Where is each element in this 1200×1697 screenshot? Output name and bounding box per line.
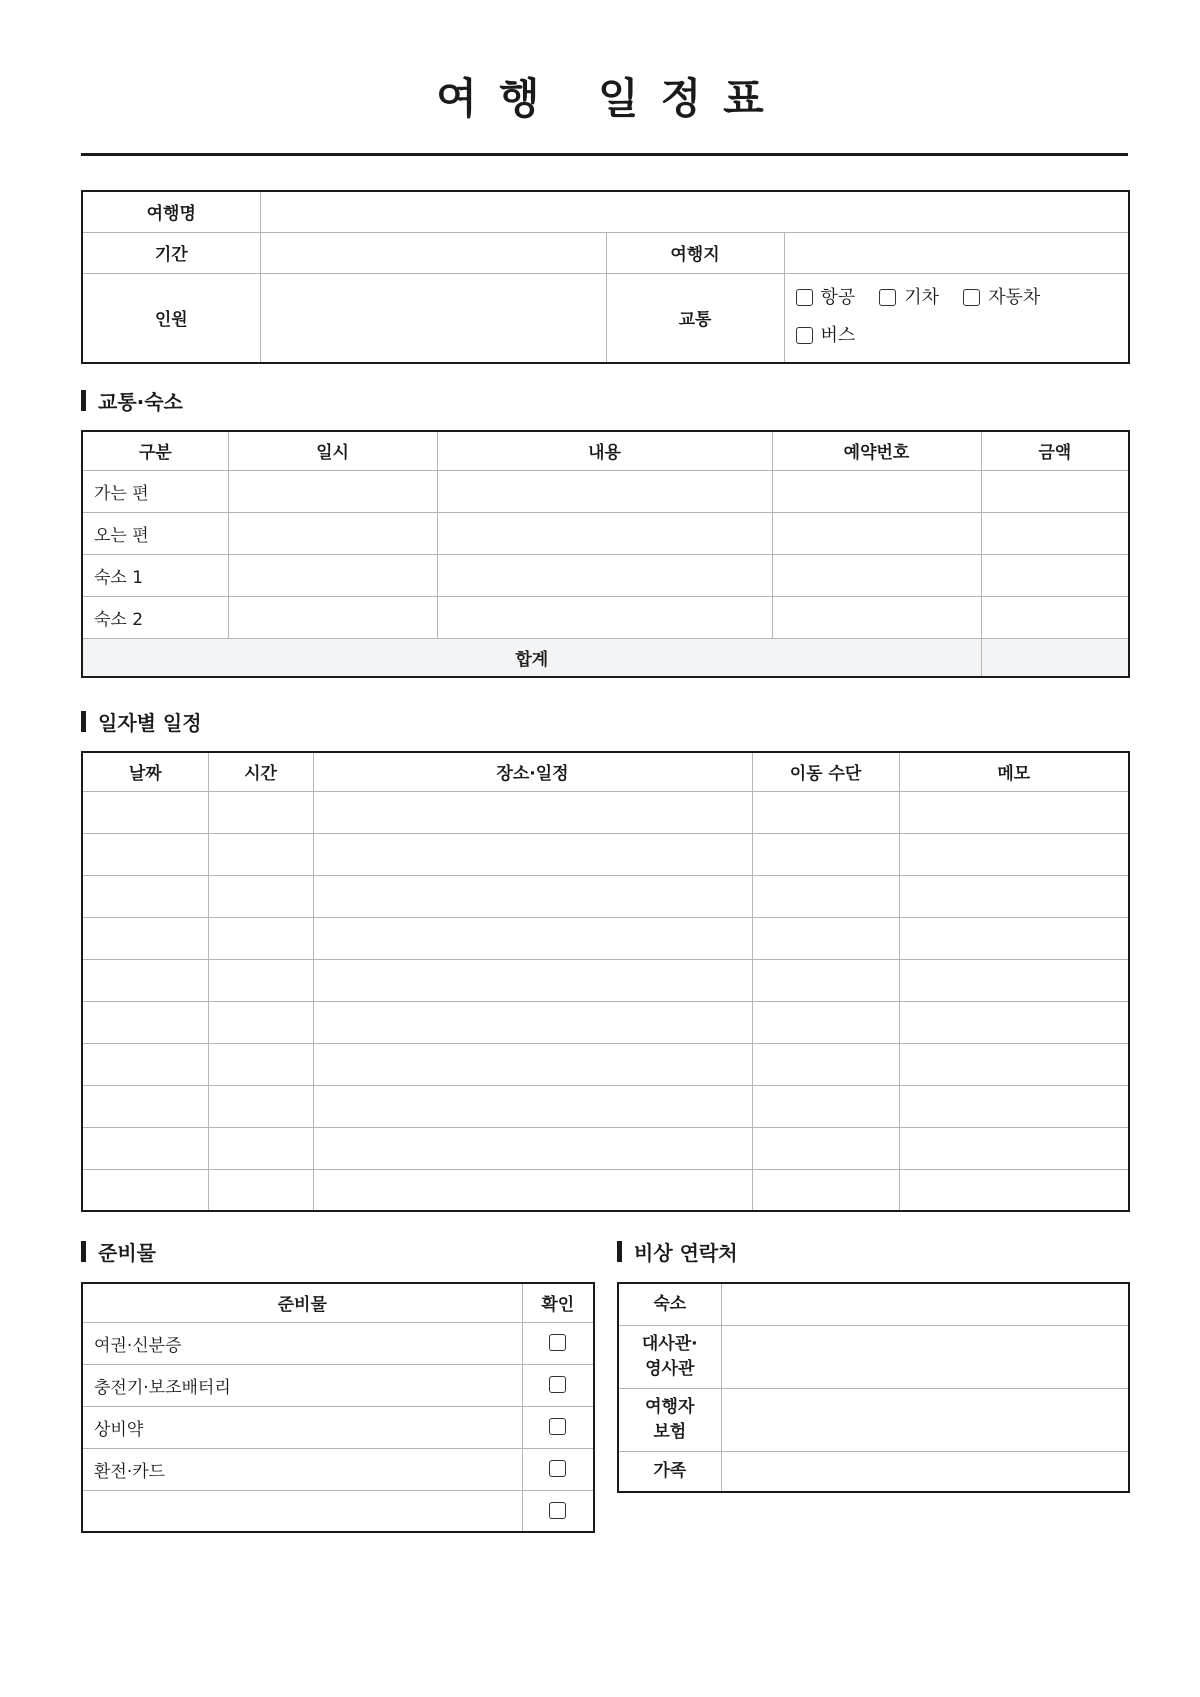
column-header: 구분 xyxy=(82,431,228,470)
row-label: 숙소 1 xyxy=(82,554,228,596)
checkbox-icon[interactable] xyxy=(879,289,896,306)
table-row xyxy=(82,512,1129,554)
table-cell[interactable] xyxy=(437,596,772,638)
total-amount-field[interactable] xyxy=(981,638,1129,677)
supply-item-label: 여권·신분증 xyxy=(82,1322,522,1364)
emergency-contacts-table xyxy=(617,1282,1130,1493)
table-cell[interactable] xyxy=(313,833,752,875)
table-cell[interactable] xyxy=(82,1085,208,1127)
row-label: 가는 편 xyxy=(82,470,228,512)
table-cell[interactable] xyxy=(899,833,1129,875)
column-header: 확인 xyxy=(522,1283,594,1322)
table-cell[interactable] xyxy=(228,596,437,638)
table-cell[interactable] xyxy=(899,875,1129,917)
table-row xyxy=(82,1169,1129,1211)
table-cell[interactable] xyxy=(752,833,899,875)
checkbox-icon[interactable] xyxy=(549,1334,566,1351)
trip-name-field[interactable] xyxy=(260,191,1129,232)
table-row xyxy=(82,554,1129,596)
row-label: 오는 편 xyxy=(82,512,228,554)
table-row xyxy=(82,470,1129,512)
table-cell[interactable] xyxy=(228,554,437,596)
section-marker-icon xyxy=(81,711,86,732)
table-cell[interactable] xyxy=(752,917,899,959)
table-cell[interactable] xyxy=(981,596,1129,638)
table-row xyxy=(618,1388,1129,1451)
table-cell[interactable] xyxy=(981,512,1129,554)
table-cell[interactable] xyxy=(82,1001,208,1043)
table-row xyxy=(82,1001,1129,1043)
table-cell[interactable] xyxy=(313,959,752,1001)
list-item xyxy=(82,1406,594,1448)
table-cell[interactable] xyxy=(899,1001,1129,1043)
check-cell[interactable] xyxy=(522,1490,594,1532)
transport-option-air[interactable]: 항공 xyxy=(796,280,856,315)
table-cell[interactable] xyxy=(228,470,437,512)
table-cell[interactable] xyxy=(82,791,208,833)
column-header: 날짜 xyxy=(82,752,208,791)
table-cell[interactable] xyxy=(228,512,437,554)
checkbox-icon[interactable] xyxy=(796,327,813,344)
table-cell[interactable] xyxy=(437,512,772,554)
contact-field[interactable] xyxy=(721,1325,1129,1388)
table-cell[interactable] xyxy=(899,1127,1129,1169)
table-cell[interactable] xyxy=(313,1043,752,1085)
total-label: 합계 xyxy=(82,638,981,677)
section-heading-supplies: 준비물 xyxy=(81,1237,156,1266)
table-row xyxy=(618,1325,1129,1388)
table-cell[interactable] xyxy=(313,791,752,833)
supply-item-label: 상비약 xyxy=(82,1406,522,1448)
checkbox-icon[interactable] xyxy=(549,1376,566,1393)
check-cell[interactable] xyxy=(522,1448,594,1490)
table-cell[interactable] xyxy=(313,1127,752,1169)
table-row xyxy=(82,917,1129,959)
table-cell[interactable] xyxy=(82,959,208,1001)
table-cell[interactable] xyxy=(208,1043,313,1085)
table-cell[interactable] xyxy=(772,554,981,596)
table-cell[interactable] xyxy=(437,470,772,512)
table-cell[interactable] xyxy=(772,512,981,554)
table-row xyxy=(82,596,1129,638)
transport-label: 교통 xyxy=(606,273,784,363)
checkbox-icon[interactable] xyxy=(963,289,980,306)
column-header: 일시 xyxy=(228,431,437,470)
table-row xyxy=(82,833,1129,875)
table-cell[interactable] xyxy=(82,1169,208,1211)
table-cell[interactable] xyxy=(208,1169,313,1211)
column-header: 장소·일정 xyxy=(313,752,752,791)
table-cell[interactable] xyxy=(899,1169,1129,1211)
list-item xyxy=(82,1448,594,1490)
column-header: 내용 xyxy=(437,431,772,470)
table-row xyxy=(618,1283,1129,1325)
table-cell[interactable] xyxy=(208,875,313,917)
table-row xyxy=(82,1085,1129,1127)
table-cell[interactable] xyxy=(82,1127,208,1169)
schedule-table xyxy=(81,751,1130,1212)
table-cell[interactable] xyxy=(82,917,208,959)
contact-label-family: 가족 xyxy=(618,1451,721,1492)
table-cell[interactable] xyxy=(981,554,1129,596)
contact-label-embassy: 대사관· 영사관 xyxy=(618,1325,721,1388)
people-label: 인원 xyxy=(82,273,260,363)
table-row xyxy=(82,959,1129,1001)
transport-option-car[interactable]: 자동차 xyxy=(963,280,1040,315)
column-header: 시간 xyxy=(208,752,313,791)
table-cell[interactable] xyxy=(82,833,208,875)
table-cell[interactable] xyxy=(208,917,313,959)
contact-field[interactable] xyxy=(721,1283,1129,1325)
check-cell[interactable] xyxy=(522,1364,594,1406)
column-header: 메모 xyxy=(899,752,1129,791)
table-cell[interactable] xyxy=(899,959,1129,1001)
section-marker-icon xyxy=(81,1241,86,1262)
table-cell[interactable] xyxy=(899,917,1129,959)
transport-option-train[interactable]: 기차 xyxy=(879,280,939,315)
table-cell[interactable] xyxy=(752,1085,899,1127)
table-cell[interactable] xyxy=(313,1085,752,1127)
check-cell[interactable] xyxy=(522,1322,594,1364)
supply-item-label: 충전기·보조배터리 xyxy=(82,1364,522,1406)
table-row xyxy=(82,1127,1129,1169)
table-row xyxy=(618,1451,1129,1492)
contact-field[interactable] xyxy=(721,1451,1129,1492)
table-cell[interactable] xyxy=(208,1001,313,1043)
table-cell[interactable] xyxy=(752,1127,899,1169)
transport-options xyxy=(784,273,1129,363)
table-cell[interactable] xyxy=(313,1169,752,1211)
booking-table xyxy=(81,430,1130,678)
table-cell[interactable] xyxy=(208,1127,313,1169)
checkbox-icon[interactable] xyxy=(549,1460,566,1477)
table-row xyxy=(82,1043,1129,1085)
table-cell[interactable] xyxy=(313,917,752,959)
title-divider xyxy=(81,153,1128,156)
contact-label-lodging: 숙소 xyxy=(618,1283,721,1325)
table-cell[interactable] xyxy=(82,1043,208,1085)
table-cell[interactable] xyxy=(899,791,1129,833)
period-field[interactable] xyxy=(260,232,606,273)
table-cell[interactable] xyxy=(752,1001,899,1043)
people-field[interactable] xyxy=(260,273,606,363)
table-cell[interactable] xyxy=(899,1085,1129,1127)
contact-field[interactable] xyxy=(721,1388,1129,1451)
section-heading-booking: 교통·숙소 xyxy=(81,386,183,415)
checkbox-icon[interactable] xyxy=(796,289,813,306)
table-cell[interactable] xyxy=(437,554,772,596)
list-item xyxy=(82,1364,594,1406)
list-item xyxy=(82,1490,594,1532)
table-cell[interactable] xyxy=(208,1085,313,1127)
section-heading-emergency: 비상 연락처 xyxy=(617,1237,738,1266)
row-label: 숙소 2 xyxy=(82,596,228,638)
total-row xyxy=(82,638,1129,677)
table-cell[interactable] xyxy=(313,1001,752,1043)
trip-name-label: 여행명 xyxy=(82,191,260,232)
destination-field[interactable] xyxy=(784,232,1129,273)
table-cell[interactable] xyxy=(981,470,1129,512)
supply-item-field[interactable] xyxy=(82,1490,522,1532)
transport-option-bus[interactable]: 버스 xyxy=(796,318,856,353)
table-cell[interactable] xyxy=(752,875,899,917)
table-row xyxy=(82,875,1129,917)
section-marker-icon xyxy=(81,390,86,411)
table-cell[interactable] xyxy=(752,959,899,1001)
page-title: 여행 일정표 xyxy=(436,74,786,123)
trip-info-table xyxy=(81,190,1130,364)
table-cell[interactable] xyxy=(752,791,899,833)
column-header: 예약번호 xyxy=(772,431,981,470)
table-cell[interactable] xyxy=(772,596,981,638)
table-cell[interactable] xyxy=(899,1043,1129,1085)
column-header: 금액 xyxy=(981,431,1129,470)
table-cell[interactable] xyxy=(752,1043,899,1085)
supply-item-label: 환전·카드 xyxy=(82,1448,522,1490)
table-row xyxy=(82,791,1129,833)
column-header: 준비물 xyxy=(82,1283,522,1322)
checkbox-icon[interactable] xyxy=(549,1502,566,1519)
table-cell[interactable] xyxy=(208,959,313,1001)
checkbox-icon[interactable] xyxy=(549,1418,566,1435)
table-cell[interactable] xyxy=(82,875,208,917)
contact-label-insurance: 여행자 보험 xyxy=(618,1388,721,1451)
check-cell[interactable] xyxy=(522,1406,594,1448)
table-cell[interactable] xyxy=(208,833,313,875)
period-label: 기간 xyxy=(82,232,260,273)
list-item xyxy=(82,1322,594,1364)
table-cell[interactable] xyxy=(313,875,752,917)
column-header: 이동 수단 xyxy=(752,752,899,791)
table-cell[interactable] xyxy=(772,470,981,512)
supplies-table xyxy=(81,1282,595,1533)
destination-label: 여행지 xyxy=(606,232,784,273)
section-marker-icon xyxy=(617,1241,622,1262)
section-heading-schedule: 일자별 일정 xyxy=(81,707,202,736)
table-cell[interactable] xyxy=(752,1169,899,1211)
table-cell[interactable] xyxy=(208,791,313,833)
